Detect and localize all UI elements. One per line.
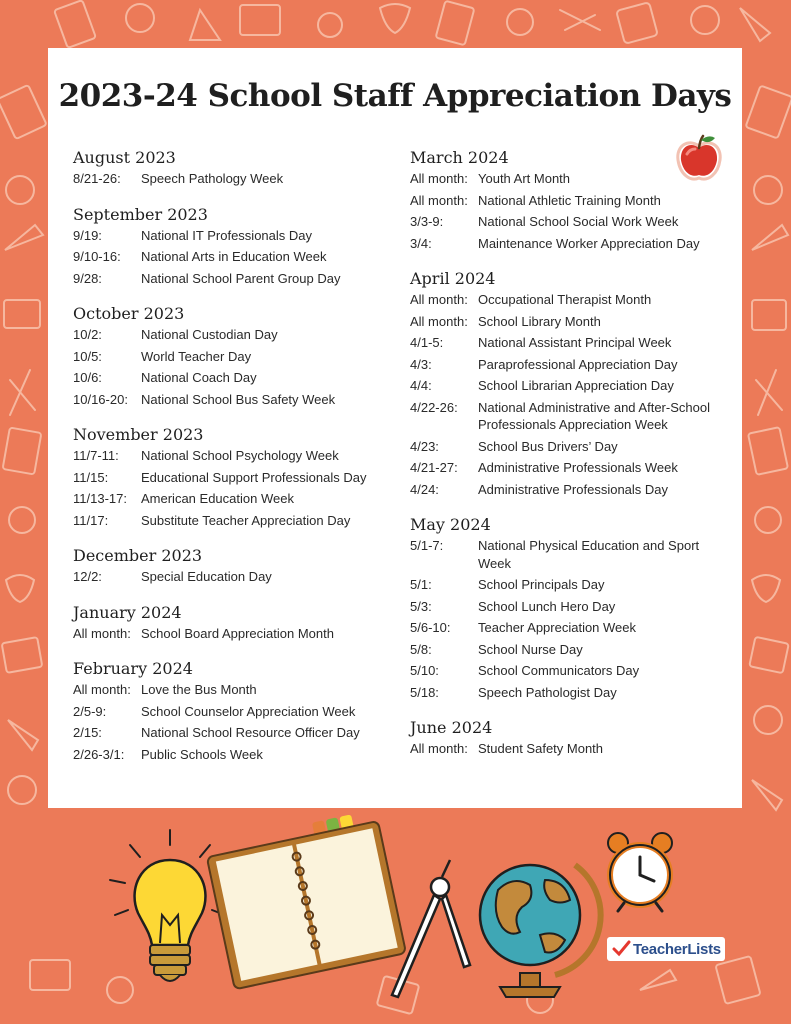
event-name: Occupational Therapist Month xyxy=(478,292,652,307)
event-row xyxy=(410,235,730,253)
teacherlists-check-icon xyxy=(611,939,631,959)
event-row xyxy=(410,291,730,309)
event-name: Substitute Teacher Appreciation Day xyxy=(141,512,351,528)
event-name: National Arts in Education Week xyxy=(141,249,327,264)
event-name: Educational Support Professionals Day xyxy=(141,469,367,485)
event-date: 11/13-17: xyxy=(73,491,127,506)
event-date: All month: xyxy=(410,741,468,756)
event-name: Teacher Appreciation Week xyxy=(478,620,637,635)
event-name: School Communicators Day xyxy=(478,663,640,678)
event-date: 3/4: xyxy=(410,235,432,251)
event-row xyxy=(410,481,730,499)
event-row xyxy=(410,684,730,702)
event-row xyxy=(410,170,730,188)
event-row xyxy=(73,170,393,188)
event-row xyxy=(73,326,393,344)
event-name: Maintenance Worker Appreciation Day xyxy=(478,235,700,251)
event-date: 5/1-7: xyxy=(410,538,444,553)
event-date: 5/10: xyxy=(410,663,439,678)
event-date: All month: xyxy=(410,313,468,329)
content-card xyxy=(48,48,742,808)
event-date: 4/23: xyxy=(410,438,439,454)
event-name: National Administrative and After-School Professionals Appreciation Week xyxy=(478,399,710,432)
event-date: 4/4: xyxy=(410,378,432,393)
brand-name: TeacherLists xyxy=(633,940,721,958)
event-row xyxy=(73,746,393,764)
event-row xyxy=(410,598,730,616)
event-row xyxy=(410,537,730,572)
event-date: 9/28: xyxy=(73,270,102,286)
event-date: 5/3: xyxy=(410,598,432,614)
event-name: National Assistant Principal Week xyxy=(478,335,672,350)
event-date: 5/1: xyxy=(410,577,432,592)
event-row xyxy=(73,391,393,409)
event-date: 10/16-20: xyxy=(73,391,128,407)
event-date: 5/6-10: xyxy=(410,620,451,635)
month-section xyxy=(73,603,393,643)
event-name: Paraprofessional Appreciation Day xyxy=(478,356,678,372)
event-date: All month: xyxy=(410,292,468,307)
event-row xyxy=(73,248,393,266)
event-name: School Counselor Appreciation Week xyxy=(141,703,356,719)
event-date: 8/21-26: xyxy=(73,171,121,186)
light-bulb-icon xyxy=(110,830,230,981)
month-heading: May 2024 xyxy=(410,515,491,534)
event-name: Student Safety Month xyxy=(478,741,604,756)
event-date: 10/5: xyxy=(73,348,102,364)
event-row xyxy=(410,438,730,456)
month-heading: December 2023 xyxy=(73,546,203,565)
event-row xyxy=(410,662,730,680)
month-section xyxy=(73,205,393,288)
event-date: 4/1-5: xyxy=(410,335,444,350)
event-row xyxy=(410,641,730,659)
month-heading: September 2023 xyxy=(73,204,208,224)
event-row xyxy=(73,512,393,530)
event-name: School Nurse Day xyxy=(478,641,583,657)
event-name: School Librarian Appreciation Day xyxy=(478,378,674,393)
month-heading: January 2024 xyxy=(73,602,182,622)
event-date: All month: xyxy=(73,625,131,641)
event-row xyxy=(73,490,393,508)
month-section xyxy=(410,515,730,701)
event-row xyxy=(410,576,730,594)
event-date: All month: xyxy=(410,192,468,208)
month-heading: June 2024 xyxy=(410,718,493,737)
event-date: 12/2: xyxy=(73,569,102,584)
teacherlists-logo xyxy=(607,937,725,961)
event-date: 10/6: xyxy=(73,370,102,385)
month-heading: August 2023 xyxy=(73,148,176,167)
month-section xyxy=(73,546,393,586)
event-name: National Custodian Day xyxy=(141,327,278,342)
event-name: National School Parent Group Day xyxy=(141,270,341,286)
event-row xyxy=(73,270,393,288)
event-date: 3/3-9: xyxy=(410,214,444,229)
event-row xyxy=(73,703,393,721)
event-date: 4/22-26: xyxy=(410,399,458,415)
school-supplies-illustration xyxy=(0,815,791,1024)
event-name: National Athletic Training Month xyxy=(478,192,661,208)
event-date: 10/2: xyxy=(73,327,102,342)
event-date: 2/5-9: xyxy=(73,703,107,719)
page-title: 2023-24 School Staff Appreciation Days xyxy=(58,78,732,114)
event-name: Youth Art Month xyxy=(478,171,571,186)
event-date: 5/8: xyxy=(410,641,432,657)
event-name: World Teacher Day xyxy=(141,348,252,364)
event-row xyxy=(410,192,730,210)
event-date: 4/24: xyxy=(410,481,439,497)
event-row xyxy=(73,348,393,366)
event-date: 9/10-16: xyxy=(73,249,121,264)
event-name: School Lunch Hero Day xyxy=(478,598,616,614)
event-row xyxy=(410,356,730,374)
event-row xyxy=(410,377,730,395)
event-name: National School Bus Safety Week xyxy=(141,391,336,407)
month-heading: February 2024 xyxy=(73,659,193,678)
event-name: Speech Pathologist Day xyxy=(478,684,617,700)
month-heading: October 2023 xyxy=(73,304,185,323)
event-name: Public Schools Week xyxy=(141,746,263,762)
event-date: 4/3: xyxy=(410,356,432,372)
event-row xyxy=(410,399,730,434)
month-section xyxy=(410,718,730,758)
event-name: Love the Bus Month xyxy=(141,682,257,697)
alarm-clock-icon xyxy=(608,833,672,911)
event-date: 4/21-27: xyxy=(410,460,458,475)
event-date: All month: xyxy=(410,171,468,186)
month-section xyxy=(73,304,393,408)
month-heading: April 2024 xyxy=(410,269,496,288)
event-date: 11/17: xyxy=(73,512,109,528)
event-name: Administrative Professionals Day xyxy=(478,481,669,497)
event-row xyxy=(410,459,730,477)
event-date: 11/15: xyxy=(73,469,109,485)
event-name: School Principals Day xyxy=(478,577,605,592)
month-section xyxy=(410,148,730,252)
event-name: National Coach Day xyxy=(141,370,257,385)
event-name: Special Education Day xyxy=(141,569,272,584)
event-row xyxy=(73,568,393,586)
event-date: 9/19: xyxy=(73,227,102,243)
month-section xyxy=(73,425,393,529)
event-row xyxy=(73,469,393,487)
event-row xyxy=(410,334,730,352)
event-row xyxy=(410,313,730,331)
event-row xyxy=(73,227,393,245)
right-column xyxy=(410,148,730,775)
event-name: School Bus Drivers’ Day xyxy=(478,438,618,454)
event-row xyxy=(73,447,393,465)
event-name: School Board Appreciation Month xyxy=(141,625,334,641)
month-section xyxy=(410,269,730,498)
month-section xyxy=(73,148,393,188)
event-name: American Education Week xyxy=(141,491,294,506)
event-row xyxy=(410,740,730,758)
month-section xyxy=(73,659,393,763)
event-date: 5/18: xyxy=(410,684,439,700)
event-row xyxy=(73,369,393,387)
month-heading: November 2023 xyxy=(73,425,204,444)
event-name: National School Psychology Week xyxy=(141,448,339,463)
left-column xyxy=(73,148,393,780)
notebook-icon xyxy=(204,815,406,989)
event-date: 2/26-3/1: xyxy=(73,746,125,762)
event-date: 11/7-11: xyxy=(73,448,119,463)
event-name: Administrative Professionals Week xyxy=(478,460,678,475)
month-heading: March 2024 xyxy=(410,148,509,167)
event-name: National IT Professionals Day xyxy=(141,227,313,243)
compass-tool-icon xyxy=(392,860,470,997)
event-name: School Library Month xyxy=(478,313,601,329)
event-row xyxy=(73,681,393,699)
globe-icon xyxy=(480,865,601,997)
event-date: 2/15: xyxy=(73,725,102,740)
event-name: National School Resource Officer Day xyxy=(141,725,360,740)
event-date: All month: xyxy=(73,682,131,697)
event-name: Speech Pathology Week xyxy=(141,171,284,186)
event-row xyxy=(410,213,730,231)
event-row xyxy=(73,625,393,643)
event-row xyxy=(410,619,730,637)
event-name: National School Social Work Week xyxy=(478,214,679,229)
event-row xyxy=(73,724,393,742)
event-name: National Physical Education and Sport Week xyxy=(478,538,700,571)
